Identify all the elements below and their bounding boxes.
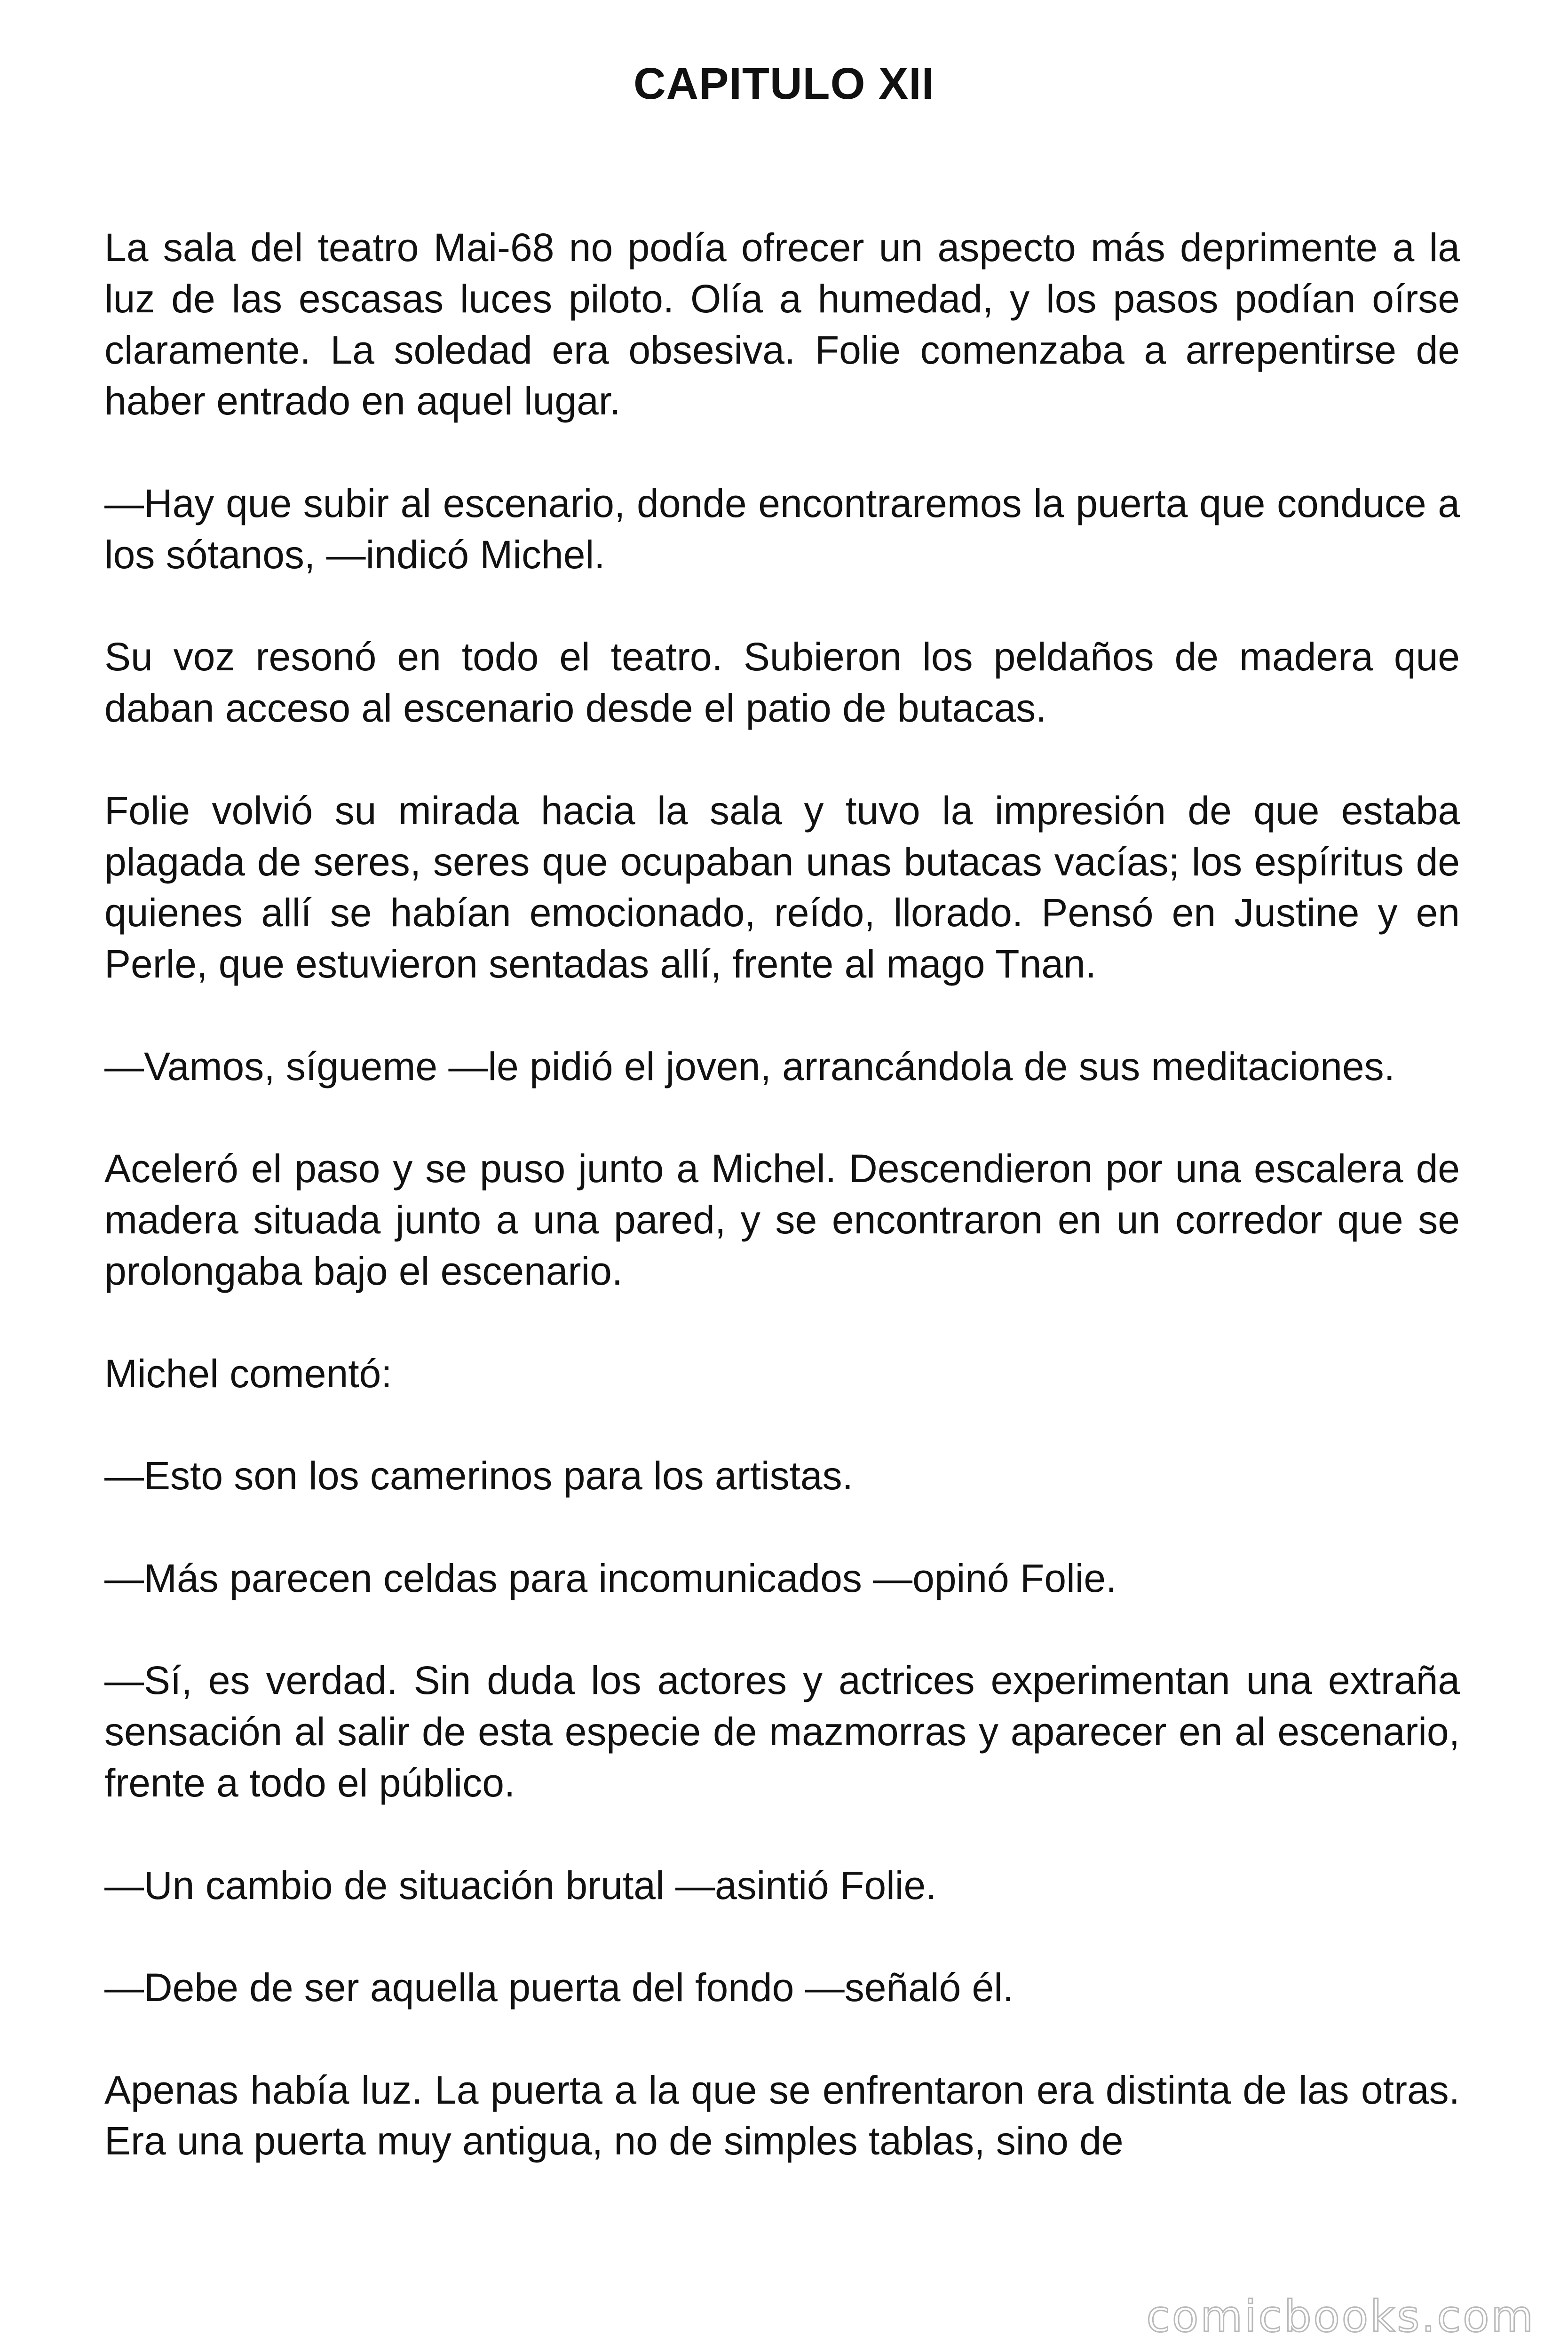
paragraph: —Sí, es verdad. Sin duda los actores y actrices experimentan una extraña sensación al salir de esta especie de mazmorras y aparecer en al escenario, frente a todo el público. — [104, 1658, 1460, 1805]
paragraph: —Vamos, sígueme —le pidió el joven, arrancándola de sus meditaciones. — [104, 1044, 1395, 1089]
paragraph: La sala del teatro Mai-68 no podía ofrecer un aspecto más deprimente a la luz de las escasas luces piloto. Olía a humedad, y los pasos podían oírse claramente. La soledad era obsesiva. Folie comenzaba a arrepentirse de haber entrado en aquel lugar. — [104, 225, 1460, 423]
paragraph: Folie volvió su mirada hacia la sala y tuvo la impresión de que estaba plagada de seres, seres que ocupaban unas butacas vacías; los espíritus de quienes allí se habían emocionado, reído, llorado. Pensó en Justine y en Perle, que estuvieron sentadas allí, frente al mago Tnan. — [104, 788, 1460, 986]
paragraph: —Hay que subir al escenario, donde encontraremos la puerta que conduce a los sótanos, —indicó Michel. — [104, 481, 1460, 577]
paragraph: Apenas había luz. La puerta a la que se enfrentaron era distinta de las otras. Era una puerta muy antigua, no de simples tablas, sino de — [104, 2067, 1460, 2163]
body-text — [104, 222, 1460, 2218]
chapter-title: CAPITULO XII — [633, 59, 935, 109]
paragraph: —Debe de ser aquella puerta del fondo —señaló él. — [104, 1965, 1014, 2010]
paragraph: Su voz resonó en todo el teatro. Subieron los peldaños de madera que daban acceso al escenario desde el patio de butacas. — [104, 635, 1460, 731]
paragraph: Michel comentó: — [104, 1351, 392, 1396]
paragraph: —Esto son los camerinos para los artistas. — [104, 1454, 853, 1498]
paragraph: —Más parecen celdas para incomunicados —opinó Folie. — [104, 1556, 1117, 1600]
paragraph: —Un cambio de situación brutal —asintió Folie. — [104, 1863, 937, 1907]
watermark: comicbooks.com — [1146, 2291, 1535, 2342]
paragraph: Aceleró el paso y se puso junto a Michel. Descendieron por una escalera de madera situada junto a una pared, y se encontraron en un corredor que se prolongaba bajo el escenario. — [104, 1146, 1460, 1293]
